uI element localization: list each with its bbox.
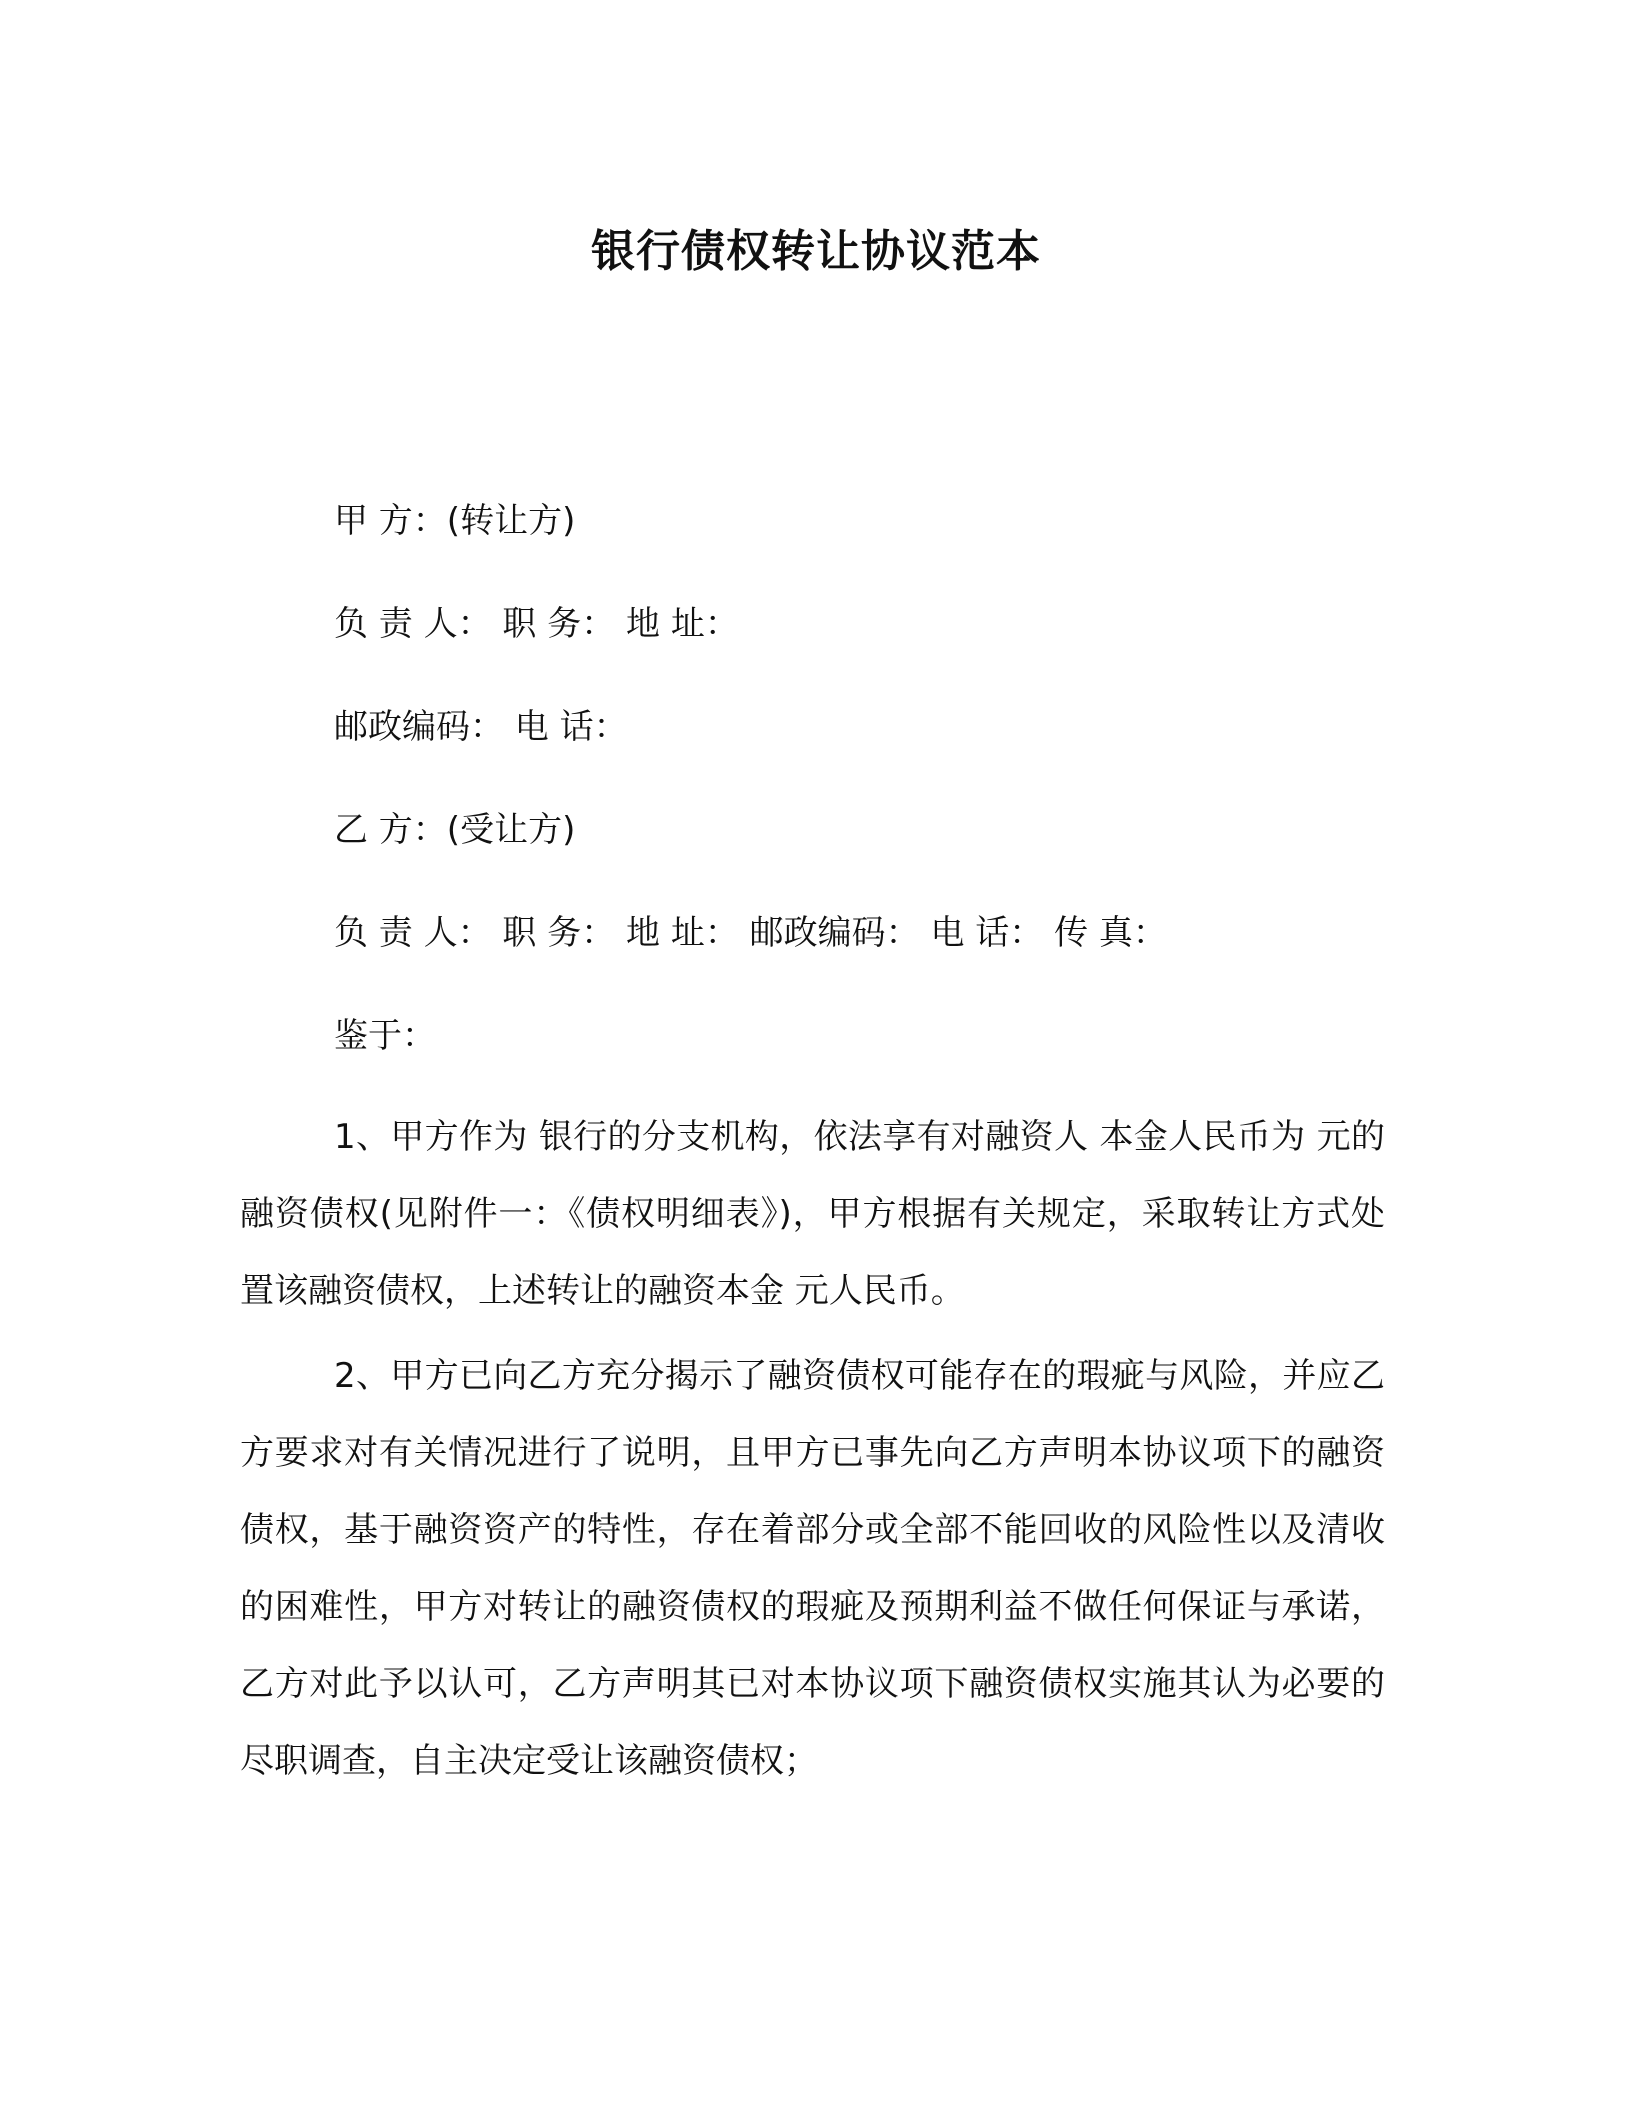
party-b-contact-line: 负 责 人： 职 务： 地 址： 邮政编码： 电 话： 传 真： bbox=[334, 913, 1167, 953]
clause-2: 2、甲方已向乙方充分揭示了融资债权可能存在的瑕疵与风险，并应乙方要求对有关情况进行了说明，且甲方已事先向乙方声明本协议项下的融资债权，基于融资资产的特性，存在着部分或全部不能回收的风险性以及清收的困难性，甲方对转让的融资债权的瑕疵及预期利益不做任何保证与承诺，乙方对此予以认可，乙方声明其已对本协议项下融资债权实施其认为必要的尽职调查，自主决定受让该融资债权； bbox=[240, 1356, 1385, 1781]
whereas-heading: 鉴于： bbox=[334, 1016, 436, 1056]
party-a-postal-line: 邮政编码： 电 话： bbox=[334, 707, 628, 747]
party-a-label: 甲 方：(转让方) bbox=[334, 501, 576, 541]
document-title: 银行债权转让协议范本 bbox=[591, 226, 1041, 277]
party-b-label: 乙 方：(受让方) bbox=[334, 810, 576, 850]
clause-1: 1、甲方作为 银行的分支机构，依法享有对融资人 本金人民币为 元的融资债权(见附件一：《债权明细表》)，甲方根据有关规定，采取转让方式处置该融资债权，上述转让的融资本金 元人民币。 bbox=[240, 1117, 1385, 1311]
party-a-contact-line: 负 责 人： 职 务： 地 址： bbox=[334, 604, 739, 644]
